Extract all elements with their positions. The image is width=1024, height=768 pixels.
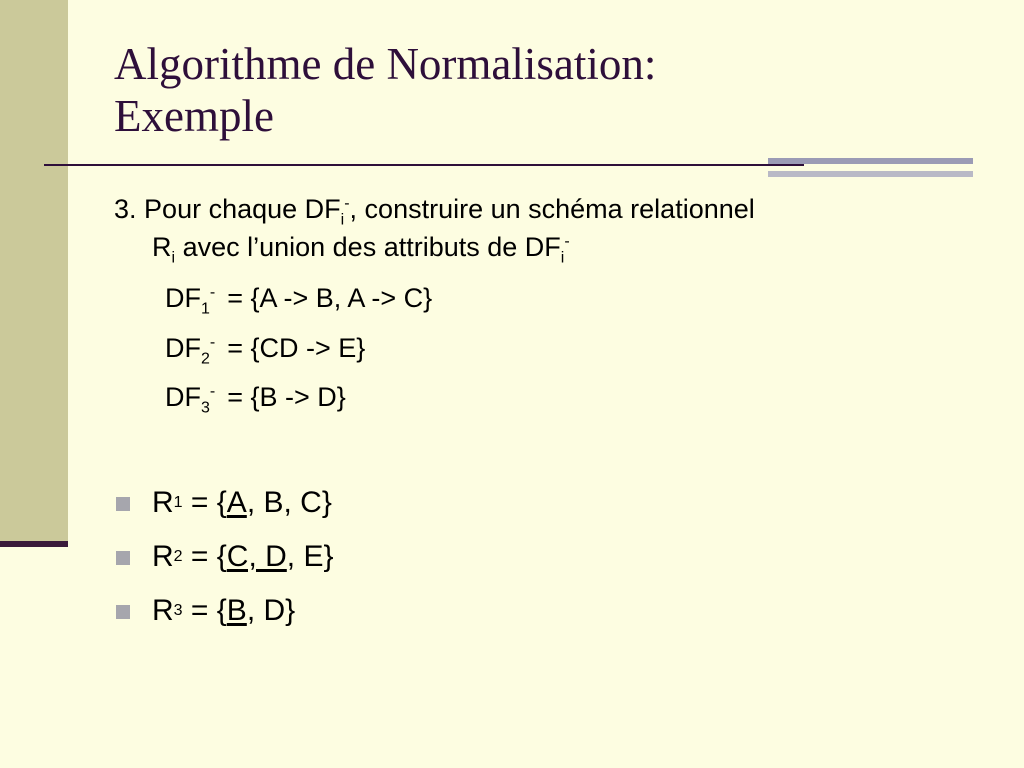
step-text-a: Pour chaque DF — [144, 194, 341, 224]
step-sub-i: i — [340, 211, 345, 229]
title-underline — [44, 164, 804, 166]
relation-name: R — [152, 594, 174, 627]
accent-bar-top — [768, 158, 973, 164]
dependency-sup: - — [209, 334, 216, 351]
left-decorative-band — [0, 0, 68, 541]
dependency-row — [165, 280, 432, 316]
step-text-b: , construire un schéma relationnel — [349, 194, 755, 224]
relation-item: R 2 = { C, D , E} — [116, 530, 334, 584]
relation-rest: , E} — [286, 540, 334, 573]
dependency-index: 1 — [201, 300, 210, 318]
square-bullet-icon — [116, 497, 130, 511]
dependency-value: = {CD -> E} — [227, 333, 366, 363]
step-r-sub-i: i — [171, 249, 176, 267]
step-number: 3. — [114, 194, 137, 224]
title-accent-bars — [768, 158, 973, 177]
dependency-sup: - — [209, 284, 216, 301]
relation-eq: = { — [182, 594, 227, 627]
step-text-c: avec l’union des attributs de DF — [175, 232, 561, 262]
relation-name: R — [152, 540, 174, 573]
relation-rest: , D} — [246, 594, 296, 627]
dependency-sup: - — [209, 383, 216, 400]
dependency-index: 3 — [201, 399, 210, 417]
relation-key: B — [226, 594, 247, 627]
relation-item: R 3 = { B , D} — [116, 584, 334, 638]
relation-name: R — [152, 486, 174, 519]
slide-title — [114, 38, 656, 142]
relation-eq: = { — [182, 540, 227, 573]
step-df-sup-minus: - — [564, 233, 570, 250]
accent-bar-bottom — [768, 171, 973, 177]
dependency-label: DF — [165, 333, 201, 363]
relation-eq: = { — [182, 486, 227, 519]
left-decorative-rule — [0, 541, 68, 547]
step-instruction — [114, 190, 755, 266]
dependency-value: = {B -> D} — [227, 382, 346, 412]
dependency-label: DF — [165, 382, 201, 412]
title-line-1: Algorithme de Normalisation: — [114, 39, 657, 89]
relation-key: A — [226, 486, 247, 519]
relation-rest: , B, C} — [246, 486, 332, 519]
step-sup-minus: - — [344, 195, 350, 212]
square-bullet-icon — [116, 605, 130, 619]
relation-key: C, D — [226, 540, 287, 573]
step-line-1 — [114, 190, 755, 228]
dependency-row — [165, 330, 365, 366]
step-df-sub-i: i — [560, 249, 565, 267]
dependency-row — [165, 379, 346, 415]
relation-item: R 1 = { A , B, C} — [116, 476, 334, 530]
title-line-2: Exemple — [114, 91, 274, 141]
step-r: R — [152, 232, 172, 262]
dependency-label: DF — [165, 283, 201, 313]
dependency-value: = {A -> B, A -> C} — [227, 283, 433, 313]
step-line-2 — [114, 228, 755, 266]
dependency-index: 2 — [201, 350, 210, 368]
square-bullet-icon — [116, 551, 130, 565]
relations-list — [116, 476, 334, 638]
